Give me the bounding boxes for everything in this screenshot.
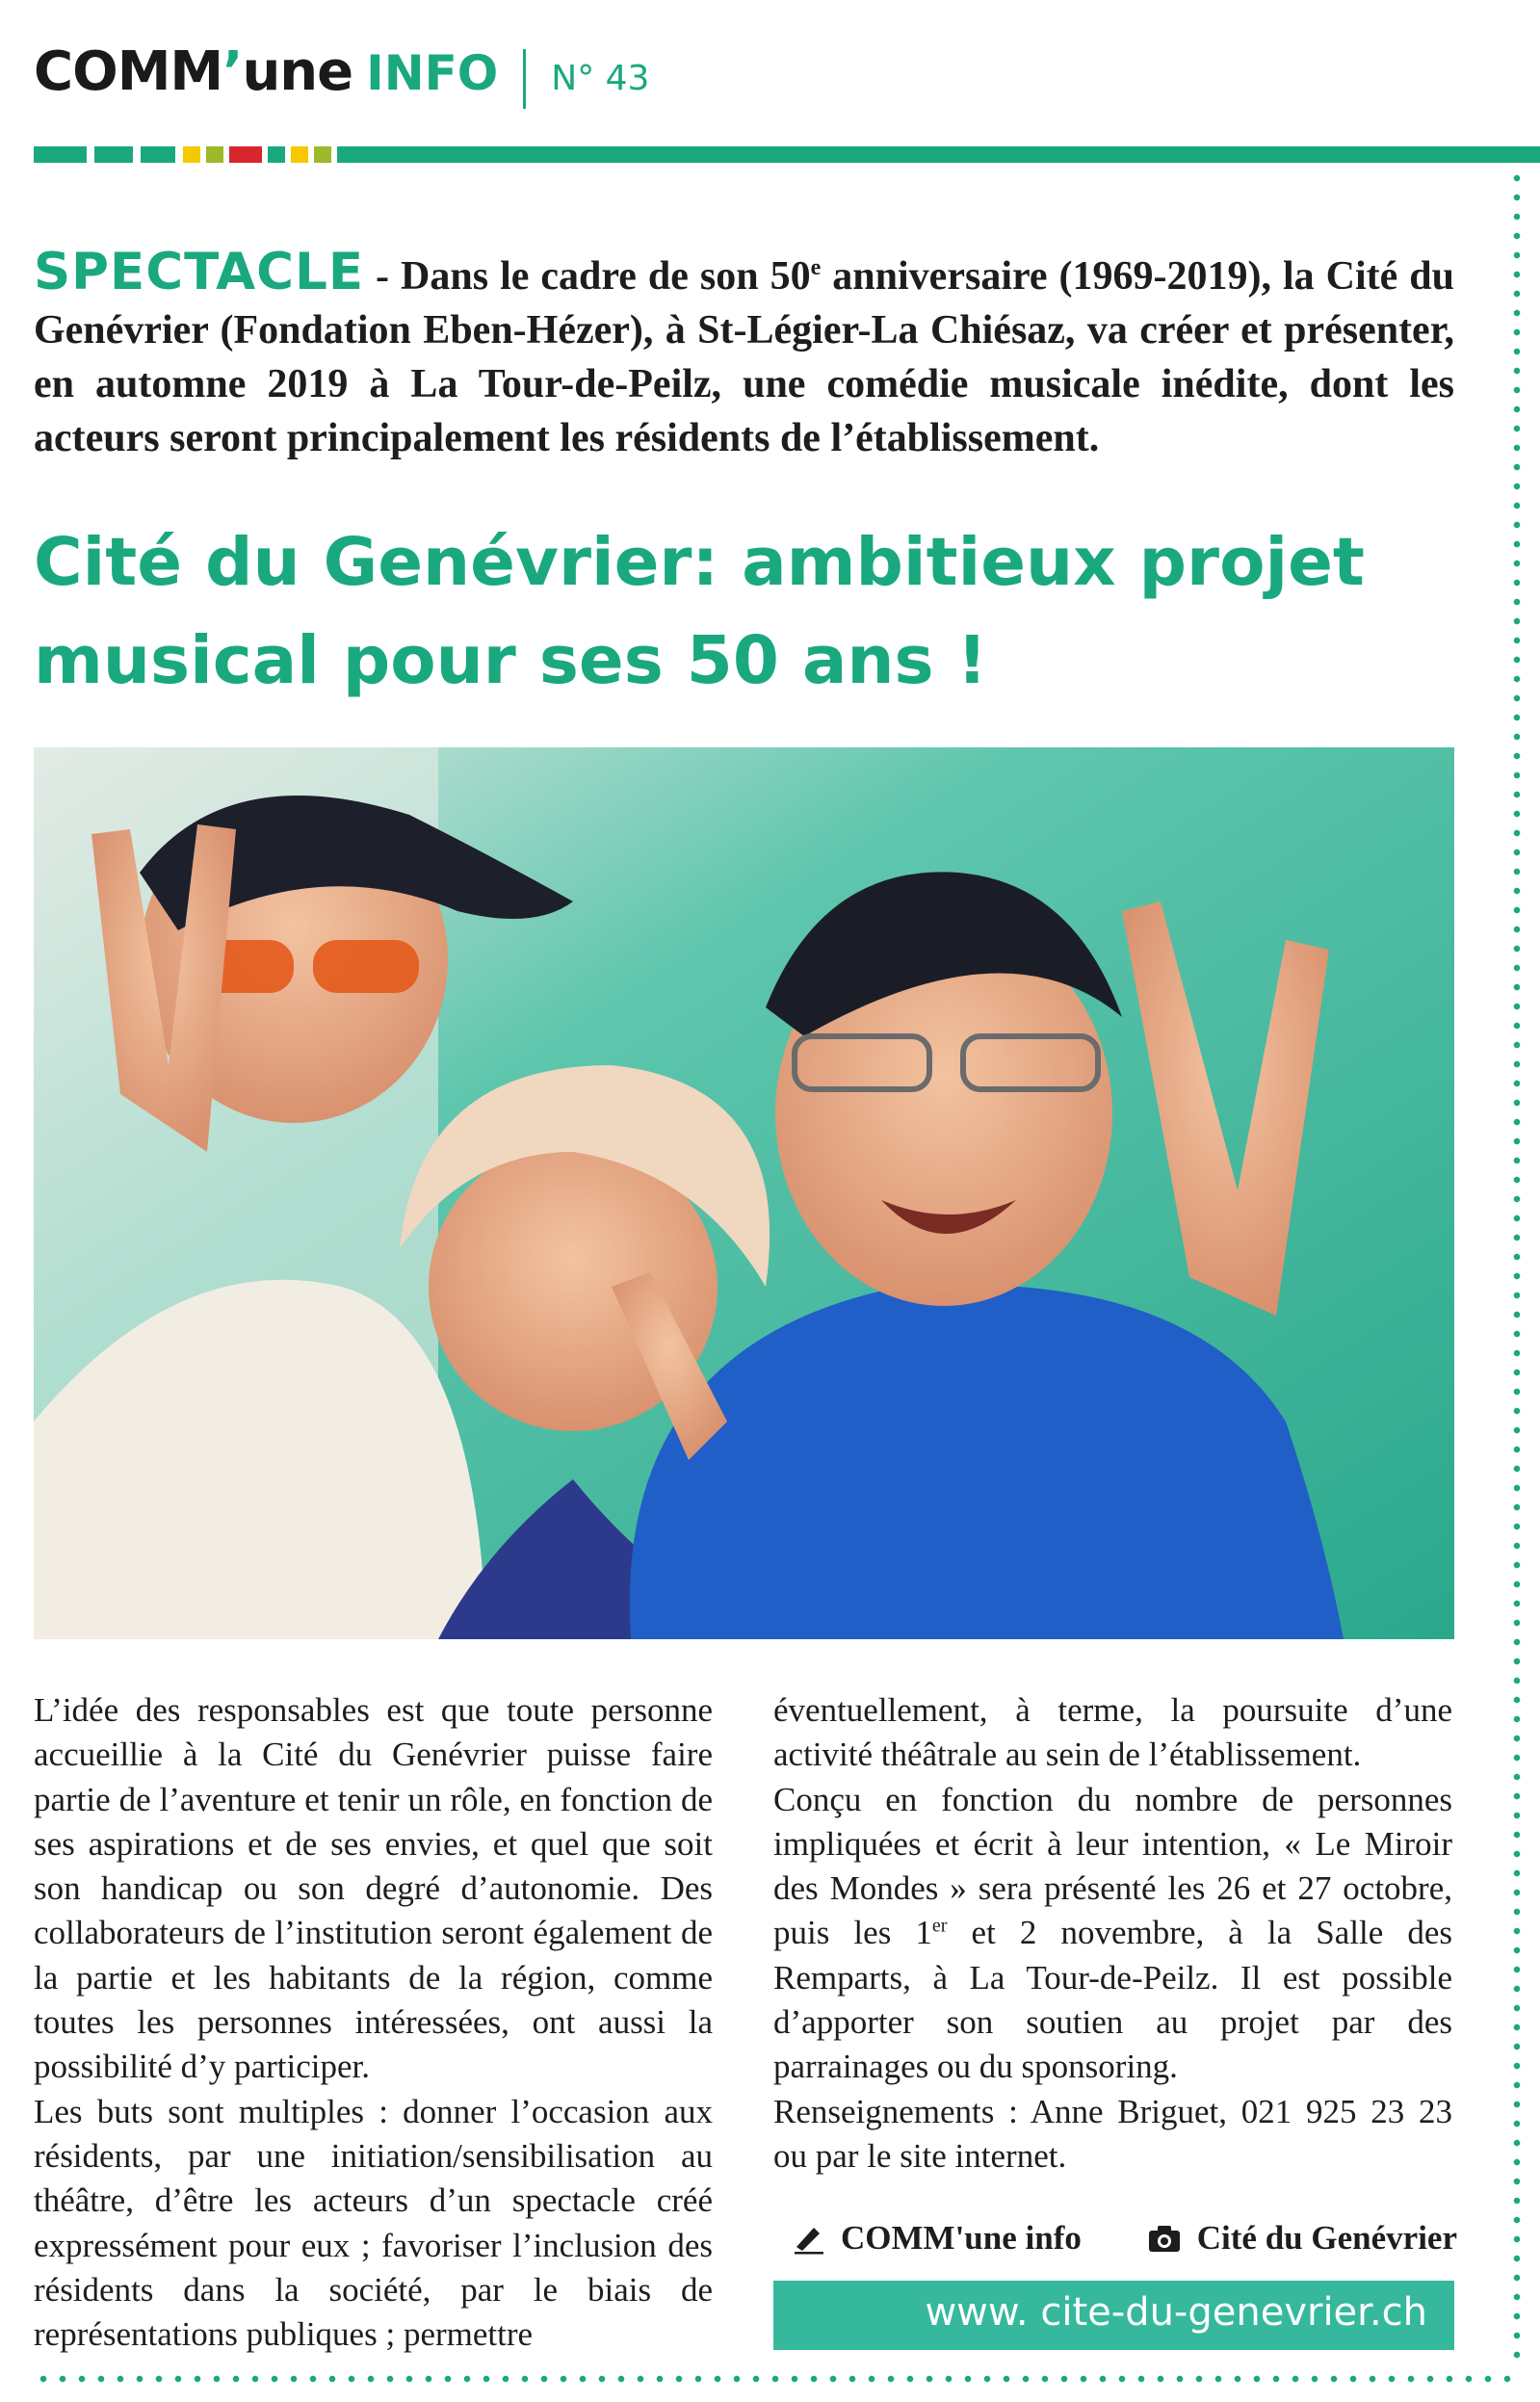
body-paragraph: éventuellement, à terme, la poursuite d’une activité théâtrale au sein de l’établissement. (773, 1691, 1452, 1774)
website-link[interactable]: www. cite-du-genevrier.ch (925, 2290, 1427, 2335)
article-photo (34, 747, 1454, 1639)
photo-credit: Cité du Genévrier (1147, 2219, 1457, 2258)
pen-icon (793, 2222, 825, 2255)
brand-logo: COMM’une (34, 40, 353, 103)
body-paragraph: Les buts sont multiples : donner l’occasion aux résidents, par une initiation/sensibilisation au théâtre, d’être les acteurs d’un spectacle créé expressément pour eux ; favoriser l’inclusion des résidents dans la société, par le biais de représentations publiques ; permettre (34, 2092, 713, 2354)
credits-row (793, 2219, 1457, 2258)
header-color-rule (34, 146, 1540, 163)
masthead-divider (523, 49, 526, 109)
text-credit: COMM'une info (793, 2219, 1082, 2258)
lead-paragraph (34, 241, 1454, 465)
brand-info-label: INFO (366, 45, 499, 101)
masthead (34, 40, 649, 117)
body-paragraph: L’idée des responsables est que toute personne accueillie à la Cité du Genévrier puisse faire partie de l’aventure et tenir un rôle, en fonction de ses aspirations et de ses envies, et quel que soit son handicap ou son degré d’autonomie. Des collaborateurs de l’institution seront également de la partie et les habitants de la région, comme toutes les personnes intéressées, ont aussi la possibilité d’y participer. (34, 1691, 713, 2086)
lead-text-2: anniversaire (1969-2019), la Cité du Genévrier (Fondation Eben-Hézer), à St-Légier-La Chiésaz, va créer et présenter, en automne 2019 à La Tour-de-Peilz, une comédie musicale inédite, dont les acteurs seront principalement les résidents de l’établissement. (34, 254, 1454, 460)
website-bar[interactable] (773, 2281, 1454, 2350)
body-paragraph: Conçu en fonction du nombre de personnes impliquées et écrit à leur intention, « Le Miroir des Mondes » sera présenté les 26 et 27 octobre, puis les 1er et 2 novembre, à la Salle des Remparts, à La Tour-de-Peilz. Il est possible d’apporter son soutien au projet par des parrainages ou du sponsoring. (773, 1780, 1453, 2086)
lead-superscript: e (810, 255, 822, 280)
camera-icon (1147, 2223, 1182, 2254)
right-dotted-border (1513, 169, 1521, 2364)
body-column-left (34, 1688, 713, 2357)
article-headline: Cité du Genévrier: ambitieux projet musical pour ses 50 ans ! (34, 524, 1365, 699)
body-paragraph: Renseignements : Anne Briguet, 021 925 23 23 ou par le site internet. (773, 2092, 1452, 2175)
lead-kicker: SPECTACLE (34, 243, 365, 301)
lead-text-1: - Dans le cadre de son 50 (364, 254, 811, 299)
issue-number: N° 43 (551, 59, 650, 98)
bottom-dotted-border (34, 2375, 1521, 2383)
body-column-right (773, 1688, 1452, 2179)
